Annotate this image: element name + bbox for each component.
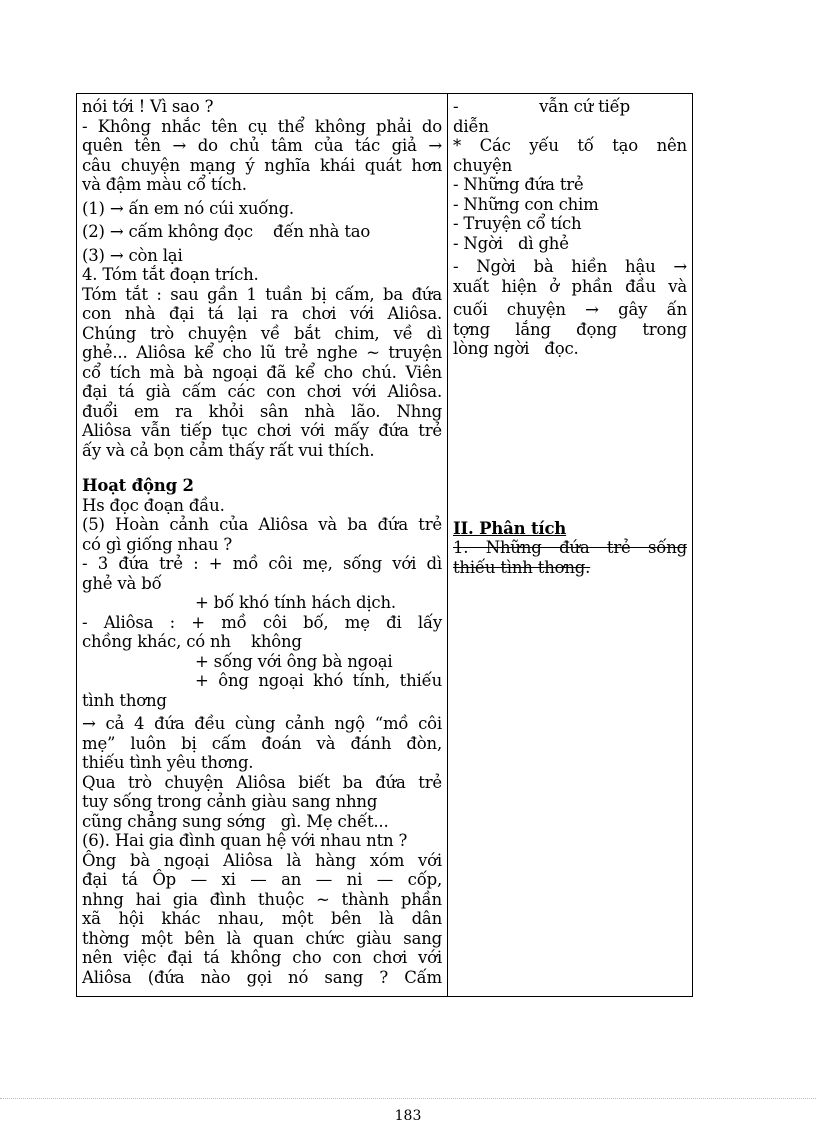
- text-line: thiếu tình yêu thơng.: [82, 753, 254, 772]
- text-line: Aliôsa vẫn tiếp tục chơi với mấy đứa trẻ: [82, 421, 442, 440]
- text-line: lòng ngời đọc.: [453, 339, 579, 358]
- text-line: mẹ” luôn bị cấm đoán và đánh đòn,: [82, 733, 442, 753]
- text-line: cũng chẳng sung sớng gì. Mẹ chết...: [82, 811, 389, 831]
- text-line: đuổi em ra khỏi sân nhà lão. Nhng: [82, 401, 442, 421]
- text-line: chồng khác, có nh không: [82, 632, 302, 651]
- text-line: (1) → ấn em nó cúi xuống.: [82, 198, 294, 218]
- text-line: thờng một bên là quan chức giàu sang: [82, 928, 442, 948]
- text-line: xã hội khác nhau, một bên là dân: [82, 909, 442, 928]
- footer-divider: [0, 1098, 816, 1099]
- text-line: - vẫn cứ tiếp: [453, 97, 630, 116]
- text-line: (3) → còn lại: [82, 245, 183, 265]
- text-line: * Các yếu tố tạo nên: [453, 136, 687, 155]
- text-line: - Không nhắc tên cụ thể không phải do: [82, 116, 442, 136]
- text-line: - Những con chim: [453, 194, 599, 214]
- text-line: và đậm màu cổ tích.: [82, 175, 247, 194]
- text-line: chuyện: [453, 155, 513, 175]
- column-divider: [447, 94, 448, 996]
- text-line: thiếu tình thơng.: [453, 557, 591, 577]
- text-line: + sống với ông bà ngoại: [195, 651, 393, 671]
- text-line: ấy và cả bọn cảm thấy rất vui thích.: [82, 440, 375, 460]
- text-line: đại tá Ôp — xi — an — ni — cốp,: [82, 870, 442, 889]
- text-line: con nhà đại tá lại ra chơi với Aliôsa.: [82, 304, 442, 323]
- text-line: - Ngời bà hiền hậu →: [453, 257, 687, 276]
- text-line: (5) Hoàn cảnh của Aliôsa và ba đứa trẻ: [82, 515, 442, 534]
- text-line: Qua trò chuyện Aliôsa biết ba đứa trẻ: [82, 772, 442, 792]
- text-line: → cả 4 đứa đều cùng cảnh ngộ “mồ côi: [82, 714, 442, 733]
- text-line: câu chuyện mạng ý nghĩa khái quát hơn: [82, 155, 442, 175]
- text-line: - 3 đứa trẻ : + mồ côi mẹ, sống với dì: [82, 554, 442, 573]
- section-title: II. Phân tích: [453, 518, 567, 538]
- text-line: ghẻ... Aliôsa kể cho lũ trẻ nghe ~ truyện: [82, 343, 442, 362]
- text-line: Tóm tắt : sau gần 1 tuần bị cấm, ba đứa: [82, 284, 442, 304]
- text-line: ghẻ và bố: [82, 573, 162, 593]
- text-line: - Những đứa trẻ: [453, 175, 584, 194]
- text-line: tợng lắng đọng trong: [453, 319, 687, 339]
- text-line: Ông bà ngoại Aliôsa là hàng xóm với: [82, 850, 442, 870]
- right-column: [453, 97, 687, 577]
- text-line: nên việc đại tá không cho con chơi với: [82, 948, 442, 967]
- text-line: Aliôsa (đứa nào gọi nó sang ? Cấm: [82, 967, 442, 987]
- text-line: + ông ngoại khó tính, thiếu: [195, 671, 442, 690]
- text-line: (6). Hai gia đình quan hệ với nhau ntn ?: [82, 831, 408, 850]
- text-line: 4. Tóm tắt đoạn trích.: [82, 265, 259, 284]
- text-line: cổ tích mà bà ngoại đã kể cho chú. Viên: [82, 362, 442, 382]
- text-line: tình thơng: [82, 690, 167, 710]
- left-column: [82, 97, 442, 987]
- text-line: nói tới ! Vì sao ?: [82, 97, 214, 116]
- text-line: đại tá già cấm các con chơi với Aliôsa.: [82, 382, 442, 401]
- text-line: xuất hiện ở phần đầu và: [453, 276, 687, 296]
- text-line: có gì giống nhau ?: [82, 534, 233, 554]
- text-line: cuối chuyện → gây ấn: [453, 300, 687, 319]
- text-line: 1. Những đứa trẻ sống: [453, 538, 687, 557]
- text-line: nhng hai gia đình thuộc ~ thành phần: [82, 889, 442, 909]
- text-line: Chúng trò chuyện về bắt chim, về dì: [82, 323, 442, 343]
- text-line: + bố khó tính hách dịch.: [195, 593, 396, 612]
- text-line: tuy sống trong cảnh giàu sang nhng: [82, 792, 378, 811]
- section-heading: Hoạt động 2: [82, 476, 194, 495]
- text-line: Hs đọc đoạn đầu.: [82, 495, 225, 515]
- text-line: quên tên → do chủ tâm của tác giả →: [82, 136, 442, 155]
- text-line: - Truyện cổ tích: [453, 214, 582, 233]
- text-line: (2) → cấm không đọc đến nhà tao: [82, 222, 371, 241]
- page-number: 183: [394, 1108, 422, 1124]
- text-line: - Ngời dì ghẻ: [453, 233, 569, 253]
- text-line: - Aliôsa : + mồ côi bố, mẹ đi lấy: [82, 612, 442, 632]
- content-table: [76, 93, 693, 997]
- text-line: diễn: [453, 116, 489, 136]
